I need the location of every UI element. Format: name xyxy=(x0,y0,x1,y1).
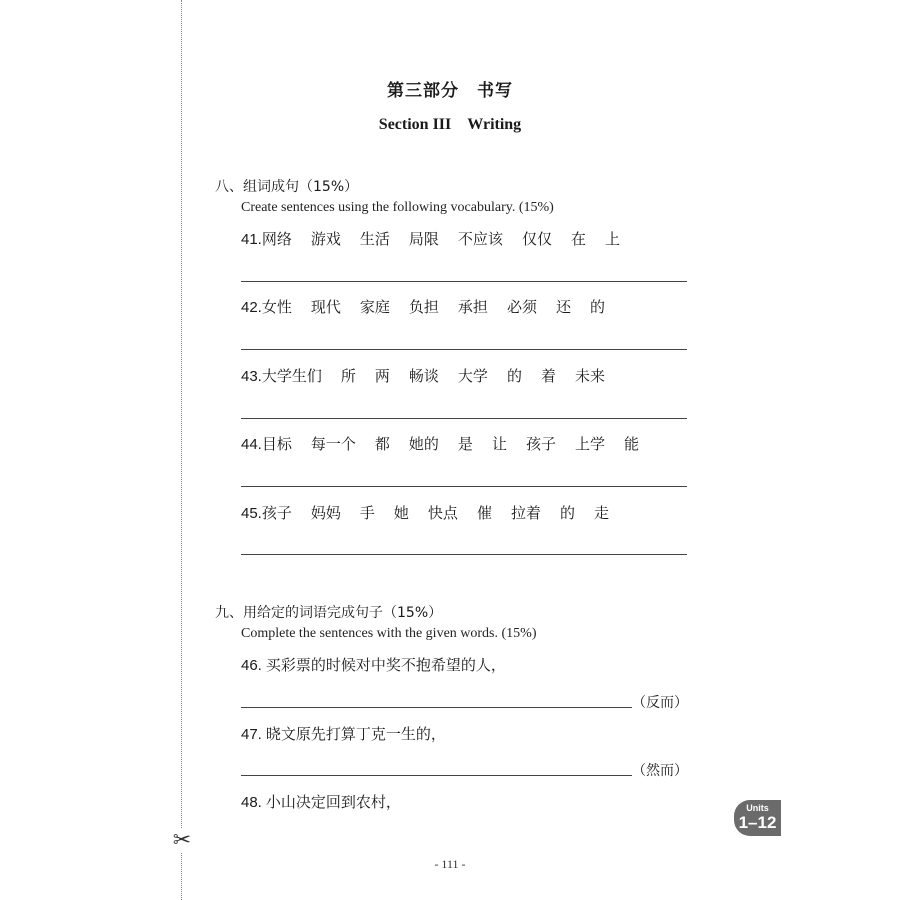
sentence-prompt: 小山决定回到农村， xyxy=(265,793,401,811)
vocab-word: 妈妈 xyxy=(310,504,341,522)
vocab-item xyxy=(241,228,620,249)
vocab-word: 快点 xyxy=(427,504,458,522)
page-number: - 111 - xyxy=(434,857,466,871)
vocab-word: 的 xyxy=(559,504,575,522)
vocab-word: 承担 xyxy=(457,298,488,316)
answer-line[interactable] xyxy=(241,707,632,708)
vocab-word: 还 xyxy=(555,298,571,316)
scissors-icon: ✂ xyxy=(170,829,194,853)
part9-instruction: Complete the sentences with the given words. (15%) xyxy=(241,626,537,641)
vocab-item xyxy=(241,365,605,386)
vocab-item xyxy=(241,296,605,317)
vocab-word: 是 xyxy=(457,435,473,453)
item-number: 46. xyxy=(241,657,262,674)
item-number: 42. xyxy=(241,299,262,316)
vocab-word: 能 xyxy=(623,435,639,453)
vocab-word: 的 xyxy=(506,367,522,385)
vocab-item xyxy=(241,502,609,523)
vocab-word: 不应该 xyxy=(457,230,503,248)
vocab-word: 她的 xyxy=(408,435,439,453)
answer-line[interactable] xyxy=(241,418,687,419)
vocab-word: 每一个 xyxy=(310,435,356,453)
part8-heading: 八、组词成句（15%） xyxy=(215,179,359,195)
vocab-word: 走 xyxy=(593,504,609,522)
vocab-word: 仅仅 xyxy=(521,230,552,248)
part-title: 第三部分 书写 xyxy=(387,81,513,101)
completion-item xyxy=(241,791,401,812)
answer-line[interactable] xyxy=(241,486,687,487)
vocab-word: 所 xyxy=(340,367,356,385)
answer-line[interactable] xyxy=(241,349,687,350)
completion-item xyxy=(241,723,446,744)
answer-line[interactable] xyxy=(241,281,687,282)
sentence-prompt: 晓文原先打算丁克一生的， xyxy=(265,725,446,743)
vocab-word: 负担 xyxy=(408,298,439,316)
part8-instruction: Create sentences using the following vocabulary. (15%) xyxy=(241,200,554,215)
answer-line[interactable] xyxy=(241,775,632,776)
given-word-hint: （然而） xyxy=(632,763,688,779)
vocab-word: 大学 xyxy=(457,367,488,385)
sentence-prompt: 买彩票的时候对中奖不抱希望的人， xyxy=(265,656,506,674)
vocab-word: 游戏 xyxy=(310,230,341,248)
vocab-word: 都 xyxy=(374,435,390,453)
answer-line[interactable] xyxy=(241,554,687,555)
vocab-item xyxy=(241,433,639,454)
units-badge xyxy=(734,800,781,836)
item-number: 44. xyxy=(241,436,262,453)
units-badge-label: Units xyxy=(746,803,769,813)
cut-line xyxy=(181,0,182,900)
item-number: 48. xyxy=(241,794,262,811)
vocab-word: 着 xyxy=(540,367,556,385)
vocab-word: 两 xyxy=(374,367,390,385)
vocab-word: 生活 xyxy=(359,230,390,248)
vocab-word: 她 xyxy=(393,504,409,522)
vocab-word: 手 xyxy=(359,504,375,522)
vocab-word: 拉着 xyxy=(510,504,541,522)
item-number: 43. xyxy=(241,368,262,385)
vocab-word: 大学生们 xyxy=(261,367,322,385)
vocab-word: 家庭 xyxy=(359,298,390,316)
vocab-word: 畅谈 xyxy=(408,367,439,385)
vocab-word: 必须 xyxy=(506,298,537,316)
vocab-word: 现代 xyxy=(310,298,341,316)
vocab-word: 上学 xyxy=(574,435,605,453)
units-badge-range: 1–12 xyxy=(738,813,777,832)
completion-item xyxy=(241,654,506,675)
vocab-word: 目标 xyxy=(261,435,292,453)
vocab-word: 女性 xyxy=(261,298,292,316)
vocab-word: 未来 xyxy=(574,367,605,385)
item-number: 45. xyxy=(241,505,262,522)
vocab-word: 网络 xyxy=(261,230,292,248)
part9-heading: 九、用给定的词语完成句子（15%） xyxy=(215,605,443,621)
vocab-word: 在 xyxy=(570,230,586,248)
vocab-word: 局限 xyxy=(408,230,439,248)
vocab-word: 上 xyxy=(604,230,620,248)
vocab-word: 催 xyxy=(476,504,492,522)
vocab-word: 让 xyxy=(491,435,507,453)
vocab-word: 的 xyxy=(589,298,605,316)
section-title: Section III Writing xyxy=(378,116,522,133)
given-word-hint: （反而） xyxy=(632,695,688,711)
item-number: 41. xyxy=(241,231,262,248)
vocab-word: 孩子 xyxy=(525,435,556,453)
item-number: 47. xyxy=(241,726,262,743)
vocab-word: 孩子 xyxy=(261,504,292,522)
